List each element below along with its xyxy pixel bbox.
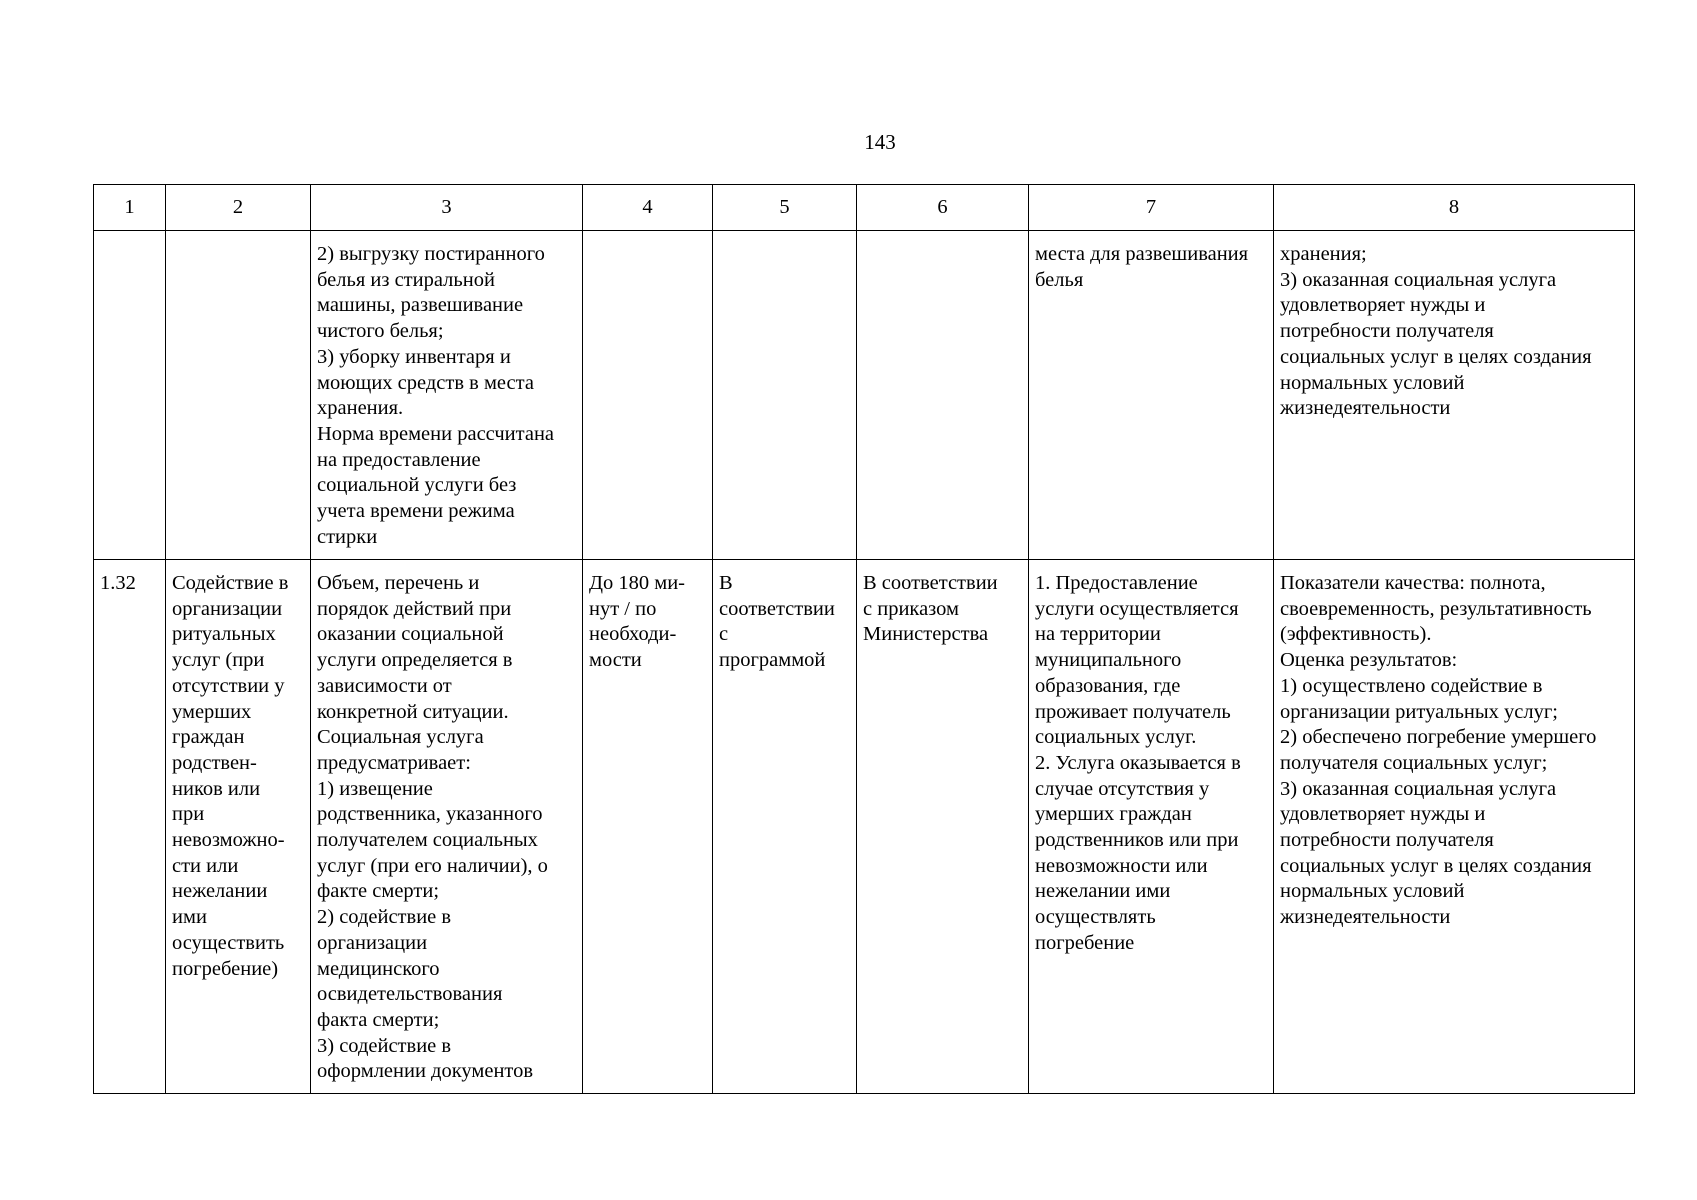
- table-cell: 1. Предоставление услуги осуществляется на территории муниципального образования, где проживает получатель социальных услуг. 2. Услуга оказывается в случае отсутствия у умерших граждан родственников или при невозможности или нежелании ими осуществлять погребение: [1029, 560, 1274, 1094]
- table-cell: Содействие в организации ритуальных услуг (при отсутствии у умерших граждан родствен- ников или при невозможно- сти или нежелании ими осуществить погребение): [166, 560, 311, 1094]
- column-header: 5: [713, 185, 857, 231]
- table-cell: [713, 231, 857, 560]
- column-header: 3: [311, 185, 583, 231]
- table-cell: 1.32: [94, 560, 166, 1094]
- table-cell: Объем, перечень и порядок действий при оказании социальной услуги определяется в зависимости от конкретной ситуации. Социальная услуга предусматривает: 1) извещение родственника, указанного получателем социальных услуг (при его наличии), о факте смерти; 2) содействие в организации медицинского освидетельствования факта смерти; 3) содействие в оформлении документов: [311, 560, 583, 1094]
- table-row: [94, 231, 1635, 560]
- table-cell: хранения; 3) оказанная социальная услуга удовлетворяет нужды и потребности получателя социальных услуг в целях создания нормальных условий жизнедеятельности: [1274, 231, 1635, 560]
- table-cell: места для развешивания белья: [1029, 231, 1274, 560]
- column-header: 2: [166, 185, 311, 231]
- table-cell: [166, 231, 311, 560]
- services-table: [93, 184, 1635, 1094]
- table-cell: Показатели качества: полнота, своевременность, результативность (эффективность). Оценка результатов: 1) осуществлено содействие в организации ритуальных услуг; 2) обеспечено погребение умершего получателя социальных услуг; 3) оказанная социальная услуга удовлетворяет нужды и потребности получателя социальных услуг в целях создания нормальных условий жизнедеятельности: [1274, 560, 1635, 1094]
- table-cell: [857, 231, 1029, 560]
- table-cell: [583, 231, 713, 560]
- column-header: 1: [94, 185, 166, 231]
- column-header: 4: [583, 185, 713, 231]
- table-row: [94, 560, 1635, 1094]
- page-number: 143: [864, 130, 896, 154]
- column-header: 7: [1029, 185, 1274, 231]
- table-cell: [94, 231, 166, 560]
- column-header: 6: [857, 185, 1029, 231]
- table-cell: До 180 ми- нут / по необходи- мости: [583, 560, 713, 1094]
- table-cell: В соответствии с программой: [713, 560, 857, 1094]
- table-cell: В соответствии с приказом Министерства: [857, 560, 1029, 1094]
- table-cell: 2) выгрузку постиранного белья из стиральной машины, развешивание чистого белья; 3) уборку инвентаря и моющих средств в места хранения. Норма времени рассчитана на предоставление социальной услуги без учета времени режима стирки: [311, 231, 583, 560]
- column-header: 8: [1274, 185, 1635, 231]
- column-number-header-row: [94, 185, 1635, 231]
